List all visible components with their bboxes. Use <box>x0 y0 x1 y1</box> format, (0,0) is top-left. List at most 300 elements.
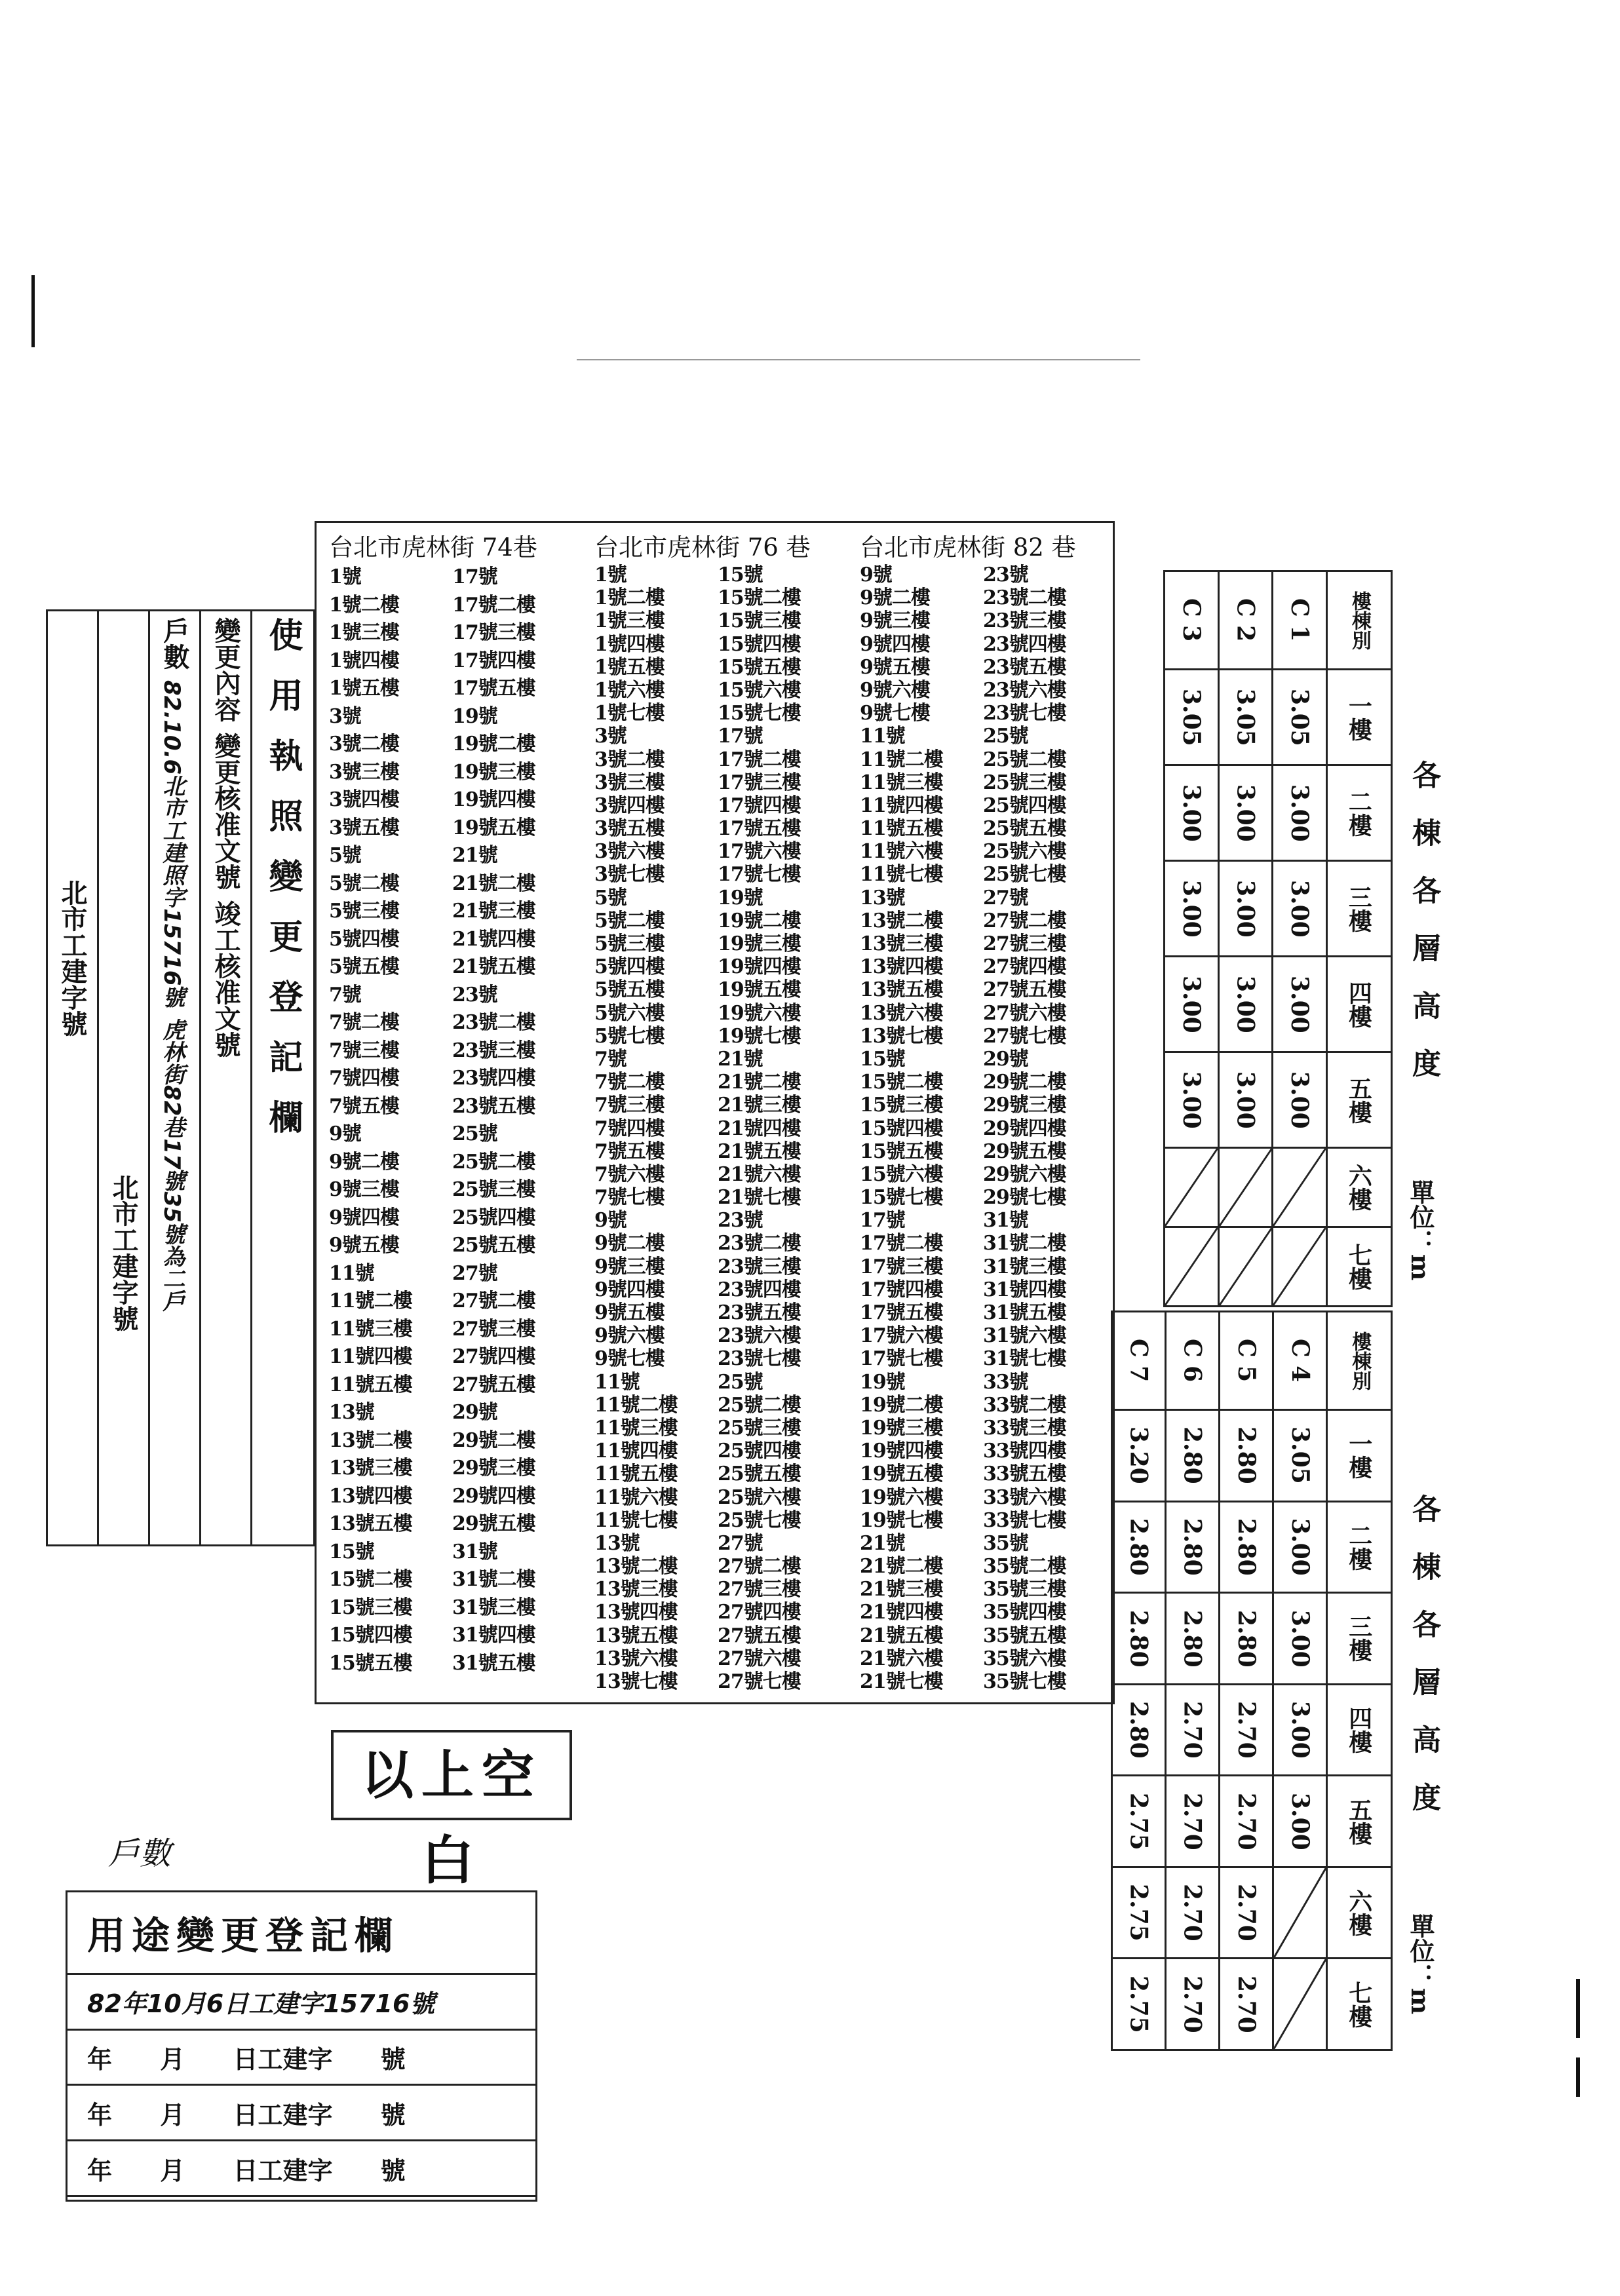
height-value-cell <box>1218 765 1273 861</box>
address-entry: 35號 <box>983 1531 1028 1555</box>
address-entry: 13號四樓 <box>594 1601 678 1624</box>
address-entry: 35號二樓 <box>983 1555 1066 1578</box>
height-value: 2.70 <box>1178 1975 1206 2033</box>
height-value-cell <box>1112 1867 1166 1959</box>
address-entry: 13號二樓 <box>329 1428 412 1452</box>
height-value-cell <box>1273 1776 1327 1867</box>
address-entry: 17號六樓 <box>718 840 801 864</box>
address-entry: 25號七樓 <box>718 1508 801 1532</box>
floor-label-cell <box>1326 1148 1391 1227</box>
height-value-cell <box>1218 957 1273 1052</box>
address-entry: 27號四樓 <box>983 955 1066 979</box>
completion-label: 竣工核准文號 <box>210 900 241 1058</box>
address-entry: 3號 <box>594 725 627 748</box>
floor-label-cell <box>1326 861 1391 957</box>
empty-cell <box>1273 1867 1327 1959</box>
address-entry: 19號四樓 <box>860 1440 943 1463</box>
height-value-cell <box>1273 1052 1327 1148</box>
address-entry: 13號三樓 <box>594 1578 678 1601</box>
height-value: 2.70 <box>1232 1792 1260 1850</box>
address-entry: 11號四樓 <box>594 1440 678 1463</box>
floor-label: 四樓 <box>1345 980 1373 1028</box>
binding-mark <box>1576 1979 1580 2038</box>
address-entry: 33號七樓 <box>983 1508 1066 1532</box>
address-entry: 23號七樓 <box>718 1347 801 1371</box>
address-entry: 19號六樓 <box>860 1485 943 1509</box>
height-value: 2.80 <box>1232 1518 1260 1576</box>
registry-row: 年 月 日工建字 號 <box>67 2141 537 2196</box>
height-value-cell <box>1273 1501 1327 1593</box>
address-entry: 25號 <box>452 1122 497 1145</box>
address-entry: 19號二樓 <box>718 909 801 932</box>
address-entry: 7號 <box>329 983 361 1006</box>
height-table-lower-unit: 單位：m <box>1406 1913 1435 2015</box>
address-entry: 19號三樓 <box>718 932 801 955</box>
address-entry: 23號三樓 <box>452 1039 535 1062</box>
address-entry: 11號六樓 <box>860 840 943 864</box>
address-entry: 21號三樓 <box>860 1578 943 1601</box>
address-entry: 15號七樓 <box>860 1186 943 1210</box>
address-entry: 9號七樓 <box>860 702 930 725</box>
height-value: 3.00 <box>1286 1792 1314 1850</box>
address-entry: 25號三樓 <box>718 1416 801 1440</box>
address-entry: 7號五樓 <box>594 1139 665 1163</box>
address-entry: 9號三樓 <box>860 609 930 633</box>
address-entry: 3號 <box>329 704 361 728</box>
address-entry: 3號四樓 <box>329 788 399 811</box>
height-value-cell <box>1218 861 1273 957</box>
height-value-cell <box>1166 1684 1220 1776</box>
registry-row: 年 月 日工建字 號 <box>67 2029 537 2085</box>
change-content-label: 變更內容 <box>210 617 241 722</box>
address-entry: 21號七樓 <box>718 1186 801 1210</box>
address-entry: 33號五樓 <box>983 1463 1066 1486</box>
height-value: 2.80 <box>1178 1609 1206 1668</box>
building-label <box>1220 1312 1273 1410</box>
empty-cell <box>1273 1959 1327 2050</box>
height-value-cell <box>1165 670 1219 765</box>
address-listing <box>315 521 1117 1717</box>
address-entry: 9號 <box>329 1122 361 1145</box>
address-entry: 21號四樓 <box>452 927 535 951</box>
address-entry: 31號 <box>452 1540 497 1563</box>
address-entry: 27號六樓 <box>983 1001 1066 1025</box>
building-label <box>1165 571 1219 670</box>
address-entry: 17號二樓 <box>860 1232 943 1255</box>
address-entry: 33號四樓 <box>983 1440 1066 1463</box>
address-entry: 27號四樓 <box>452 1345 535 1368</box>
height-value: 2.80 <box>1178 1518 1206 1576</box>
address-entry: 35號七樓 <box>983 1670 1066 1693</box>
address-entry: 27號七樓 <box>983 1024 1066 1048</box>
height-value-cell <box>1166 1501 1220 1593</box>
height-value-cell <box>1220 1501 1273 1593</box>
usage-table-heading: 使用執照變更登記欄 <box>263 617 303 1160</box>
address-entry: 13號七樓 <box>860 1024 943 1048</box>
address-entry: 15號五樓 <box>860 1139 943 1163</box>
address-entry: 31號三樓 <box>983 1255 1066 1278</box>
address-entry: 25號七樓 <box>983 863 1066 887</box>
address-entry: 27號三樓 <box>983 932 1066 955</box>
address-entry: 1號三樓 <box>329 621 399 644</box>
address-column-82 <box>845 521 1111 1717</box>
height-table-upper <box>1163 570 1393 1307</box>
address-entry: 5號三樓 <box>329 900 399 923</box>
address-entry: 29號六樓 <box>983 1162 1066 1186</box>
floor-label: 一樓 <box>1345 693 1373 741</box>
height-value: 3.00 <box>1231 879 1260 938</box>
height-value: 3.05 <box>1231 688 1260 746</box>
height-value: 2.70 <box>1178 1792 1206 1850</box>
address-entry: 7號五樓 <box>329 1094 399 1118</box>
usage-change-table <box>46 609 303 1546</box>
address-entry: 11號 <box>860 725 905 748</box>
address-entry: 11號 <box>594 1370 640 1394</box>
height-value-cell <box>1112 1410 1166 1502</box>
address-entry: 9號六樓 <box>594 1324 665 1348</box>
address-entry: 17號 <box>452 565 497 588</box>
address-entry: 19號 <box>718 886 763 909</box>
address-entry: 5號三樓 <box>594 932 665 955</box>
address-entry: 33號 <box>983 1370 1028 1394</box>
height-value: 3.00 <box>1286 1071 1314 1129</box>
address-entry: 21號二樓 <box>718 1071 801 1094</box>
address-entry: 23號六樓 <box>983 678 1066 702</box>
address-entry: 11號二樓 <box>860 748 943 771</box>
address-entry: 31號三樓 <box>452 1596 535 1619</box>
floor-label: 五樓 <box>1345 1797 1373 1845</box>
address-entry: 21號 <box>860 1531 905 1555</box>
height-table-upper-title: 各棟各層高度 <box>1407 760 1440 1106</box>
registry-heading: 用途變更登記欄 <box>67 1892 537 1974</box>
height-value-cell <box>1166 1776 1220 1867</box>
height-value-cell <box>1273 670 1327 765</box>
address-entry: 3號三樓 <box>329 760 399 784</box>
floor-label-cell <box>1326 670 1391 765</box>
floor-label: 六樓 <box>1345 1164 1373 1212</box>
address-entry: 9號五樓 <box>594 1301 665 1324</box>
address-entry: 29號 <box>983 1047 1028 1071</box>
address-entry: 19號 <box>452 704 497 728</box>
building-id: C 7 <box>1125 1339 1153 1383</box>
address-entry: 27號三樓 <box>452 1317 535 1341</box>
address-entry: 13號三樓 <box>329 1457 412 1480</box>
address-entry: 19號三樓 <box>860 1416 943 1440</box>
address-entry: 21號五樓 <box>452 955 535 978</box>
address-entry: 23號三樓 <box>718 1255 801 1278</box>
address-entry: 35號五樓 <box>983 1624 1066 1647</box>
address-entry: 25號四樓 <box>718 1440 801 1463</box>
address-entry: 23號二樓 <box>452 1011 535 1034</box>
height-table-lower-title: 各棟各層高度 <box>1407 1494 1440 1840</box>
address-entry: 7號二樓 <box>329 1011 399 1034</box>
height-value: 2.70 <box>1232 1884 1260 1942</box>
address-entry: 15號四樓 <box>329 1624 412 1647</box>
height-value: 3.00 <box>1231 1071 1260 1129</box>
address-entry: 11號 <box>329 1261 374 1285</box>
address-entry: 21號四樓 <box>718 1117 801 1140</box>
address-entry: 1號六樓 <box>594 678 665 702</box>
address-entry: 9號七樓 <box>594 1347 665 1371</box>
address-entry: 23號四樓 <box>718 1278 801 1301</box>
address-entry: 3號二樓 <box>329 733 399 756</box>
address-entry: 17號四樓 <box>452 649 535 672</box>
address-entry: 17號五樓 <box>860 1301 943 1324</box>
building-label <box>1273 1312 1327 1410</box>
address-entry: 19號五樓 <box>452 816 535 839</box>
floor-label-cell <box>1327 1684 1392 1776</box>
floor-label-cell <box>1327 1959 1392 2050</box>
registry-row-blank <box>67 2196 537 2200</box>
address-entry: 29號 <box>452 1401 497 1424</box>
address-entry: 27號三樓 <box>718 1578 801 1601</box>
height-value: 2.75 <box>1125 1792 1153 1850</box>
address-entry: 5號五樓 <box>329 955 399 978</box>
address-entry: 7號七樓 <box>594 1186 665 1210</box>
address-entry: 31號六樓 <box>983 1324 1066 1348</box>
height-value: 3.00 <box>1286 1518 1314 1576</box>
height-value-cell <box>1220 1867 1273 1959</box>
address-entry: 11號四樓 <box>860 794 943 817</box>
height-value: 3.00 <box>1231 975 1260 1033</box>
building-id: C 5 <box>1232 1339 1260 1383</box>
header-corner <box>1326 571 1391 670</box>
address-list-right <box>718 564 839 1693</box>
address-entry: 13號五樓 <box>594 1624 678 1647</box>
address-entry: 17號五樓 <box>718 817 801 841</box>
address-entry: 35號三樓 <box>983 1578 1066 1601</box>
column-title: 台北市虎林街 76 巷 <box>594 533 811 562</box>
address-entry: 23號四樓 <box>452 1067 535 1090</box>
address-entry: 15號六樓 <box>718 678 801 702</box>
address-entry: 27號四樓 <box>718 1601 801 1624</box>
floor-label: 七樓 <box>1345 1243 1373 1291</box>
address-entry: 31號二樓 <box>452 1568 535 1591</box>
address-entry: 11號六樓 <box>594 1485 678 1509</box>
address-entry: 11號三樓 <box>860 771 943 794</box>
address-entry: 3號五樓 <box>329 816 399 839</box>
height-value-cell <box>1112 1501 1166 1593</box>
address-entry: 9號二樓 <box>594 1232 665 1255</box>
floor-label-cell <box>1326 1227 1391 1307</box>
height-value-cell <box>1273 1684 1327 1776</box>
address-entry: 13號五樓 <box>860 978 943 1002</box>
address-column-76 <box>580 521 845 1717</box>
address-entry: 11號五樓 <box>329 1373 412 1396</box>
address-entry: 1號五樓 <box>594 655 665 679</box>
address-entry: 33號二樓 <box>983 1393 1066 1417</box>
change-count-label: 戶數 <box>159 617 190 670</box>
col-agency-2 <box>98 611 149 1546</box>
address-entry: 27號二樓 <box>452 1290 535 1312</box>
address-entry: 15號二樓 <box>718 586 801 610</box>
usage-registry-table <box>66 1890 537 2202</box>
address-list-left <box>329 564 450 1677</box>
empty-cell <box>1165 1148 1219 1227</box>
address-column-74 <box>315 521 580 1717</box>
registry-row: 82年10月6日工建字15716號 <box>67 1974 537 2029</box>
height-value: 3.00 <box>1286 1701 1314 1759</box>
address-entry: 17號三樓 <box>860 1255 943 1278</box>
floor-label: 一樓 <box>1345 1432 1373 1480</box>
floor-label-cell <box>1327 1410 1392 1502</box>
address-entry: 15號 <box>718 564 763 586</box>
address-entry: 19號五樓 <box>718 978 801 1002</box>
address-entry: 13號六樓 <box>594 1647 678 1670</box>
col-labels <box>201 611 252 1546</box>
column-title: 台北市虎林街 74巷 <box>329 533 537 562</box>
building-id: C 4 <box>1286 1339 1314 1383</box>
address-entry: 25號二樓 <box>983 748 1066 771</box>
address-entry: 17號七樓 <box>718 863 801 887</box>
change-approval-label: 變更核准文號 <box>210 733 241 890</box>
address-entry: 25號四樓 <box>452 1206 535 1229</box>
address-entry: 25號六樓 <box>718 1485 801 1509</box>
address-entry: 23號 <box>718 1209 763 1233</box>
height-value: 2.75 <box>1125 1884 1153 1942</box>
address-entry: 31號四樓 <box>983 1278 1066 1301</box>
completion-value: 虎林街82巷17號35號為二戶 <box>159 1018 185 1312</box>
agency-text: 北市工建字號 <box>108 1174 139 1331</box>
address-entry: 9號五樓 <box>329 1234 399 1257</box>
address-entry: 3號四樓 <box>594 794 665 817</box>
address-entry: 15號三樓 <box>860 1094 943 1117</box>
building-id: C 3 <box>1177 598 1205 642</box>
address-entry: 19號四樓 <box>718 955 801 979</box>
floor-label: 三樓 <box>1345 1615 1373 1662</box>
floor-label-cell <box>1327 1776 1392 1867</box>
address-entry: 17號三樓 <box>718 771 801 794</box>
address-entry: 1號 <box>594 564 627 586</box>
address-entry: 1號七樓 <box>594 702 665 725</box>
height-value: 2.80 <box>1232 1426 1260 1485</box>
address-entry: 31號四樓 <box>452 1624 535 1647</box>
address-entry: 17號五樓 <box>452 677 535 700</box>
address-entry: 7號 <box>594 1047 627 1071</box>
address-entry: 21號五樓 <box>860 1624 943 1647</box>
address-entry: 1號四樓 <box>594 632 665 656</box>
height-value-cell <box>1166 1410 1220 1502</box>
address-entry: 21號七樓 <box>860 1670 943 1693</box>
address-entry: 3號五樓 <box>594 817 665 841</box>
address-entry: 19號二樓 <box>452 733 535 756</box>
floor-label: 四樓 <box>1345 1706 1373 1753</box>
address-entry: 27號五樓 <box>983 978 1066 1002</box>
floor-label-cell <box>1327 1501 1392 1593</box>
address-entry: 33號六樓 <box>983 1485 1066 1509</box>
address-entry: 27號 <box>718 1531 763 1555</box>
floor-label-cell <box>1327 1867 1392 1959</box>
height-value-cell <box>1112 1959 1166 2050</box>
height-value: 2.70 <box>1178 1701 1206 1759</box>
floor-label-cell <box>1327 1593 1392 1685</box>
address-entry: 23號 <box>983 564 1028 586</box>
binding-mark <box>1576 2057 1580 2097</box>
end-mark-text: 以上空白 <box>361 1744 542 1891</box>
address-entry: 21號二樓 <box>452 871 535 895</box>
height-value-cell <box>1165 765 1219 861</box>
address-entry: 13號四樓 <box>860 955 943 979</box>
address-entry: 11號七樓 <box>594 1508 678 1532</box>
address-entry: 3號六樓 <box>594 840 665 864</box>
height-value: 3.00 <box>1231 784 1260 842</box>
height-value-cell <box>1218 1052 1273 1148</box>
binding-mark <box>31 275 35 347</box>
address-entry: 19號三樓 <box>452 760 535 784</box>
height-value: 3.00 <box>1177 975 1205 1033</box>
height-value-cell <box>1273 861 1327 957</box>
address-entry: 3號二樓 <box>594 748 665 771</box>
address-entry: 25號五樓 <box>983 817 1066 841</box>
address-entry: 5號七樓 <box>594 1024 665 1048</box>
height-value: 2.80 <box>1125 1518 1153 1576</box>
floor-label: 七樓 <box>1345 1980 1373 2028</box>
height-value: 2.80 <box>1125 1701 1153 1759</box>
address-entry: 25號四樓 <box>983 794 1066 817</box>
address-entry: 15號二樓 <box>860 1071 943 1094</box>
height-value-cell <box>1220 1959 1273 2050</box>
floor-label: 六樓 <box>1345 1889 1373 1937</box>
address-entry: 25號 <box>983 725 1028 748</box>
address-entry: 27號七樓 <box>718 1670 801 1693</box>
address-entry: 1號二樓 <box>594 586 665 610</box>
height-value: 3.05 <box>1286 688 1314 746</box>
end-mark-box <box>331 1730 572 1891</box>
address-entry: 17號 <box>718 725 763 748</box>
col-change-value <box>149 611 201 1546</box>
address-entry: 9號四樓 <box>329 1206 399 1229</box>
address-entry: 9號四樓 <box>860 632 930 656</box>
empty-cell <box>1273 1148 1327 1227</box>
height-value: 3.20 <box>1125 1426 1153 1485</box>
address-entry: 15號 <box>860 1047 905 1071</box>
address-entry: 31號五樓 <box>452 1651 535 1675</box>
address-entry: 17號二樓 <box>452 593 535 617</box>
height-value: 3.00 <box>1177 879 1205 938</box>
address-entry: 31號七樓 <box>983 1347 1066 1371</box>
address-entry: 13號七樓 <box>594 1670 678 1693</box>
address-entry: 15號五樓 <box>718 655 801 679</box>
address-entry: 29號四樓 <box>452 1484 535 1508</box>
address-entry: 11號七樓 <box>860 863 943 887</box>
address-entry: 13號 <box>860 886 905 909</box>
scan-line <box>577 359 1140 360</box>
address-entry: 1號四樓 <box>329 649 399 672</box>
address-entry: 23號 <box>452 983 497 1006</box>
address-entry: 19號七樓 <box>860 1508 943 1532</box>
address-entry: 1號五樓 <box>329 677 399 700</box>
address-entry: 13號 <box>329 1401 374 1424</box>
address-entry: 27號二樓 <box>718 1555 801 1578</box>
height-value: 3.00 <box>1286 784 1314 842</box>
address-entry: 15號六樓 <box>860 1162 943 1186</box>
corner-floor: 樓 <box>1348 1331 1372 1351</box>
address-entry: 35號六樓 <box>983 1647 1066 1670</box>
address-list-left <box>860 564 981 1693</box>
height-value: 2.80 <box>1125 1609 1153 1668</box>
height-value-cell <box>1273 1410 1327 1502</box>
height-value: 2.70 <box>1232 1701 1260 1759</box>
address-entry: 29號三樓 <box>452 1457 535 1480</box>
address-entry: 27號 <box>452 1261 497 1285</box>
address-entry: 13號二樓 <box>594 1555 678 1578</box>
address-entry: 27號 <box>983 886 1028 909</box>
address-entry: 23號二樓 <box>983 586 1066 610</box>
height-value-cell <box>1112 1776 1166 1867</box>
address-entry: 27號五樓 <box>452 1373 535 1396</box>
height-value: 2.80 <box>1178 1426 1206 1485</box>
address-entry: 15號二樓 <box>329 1568 412 1591</box>
